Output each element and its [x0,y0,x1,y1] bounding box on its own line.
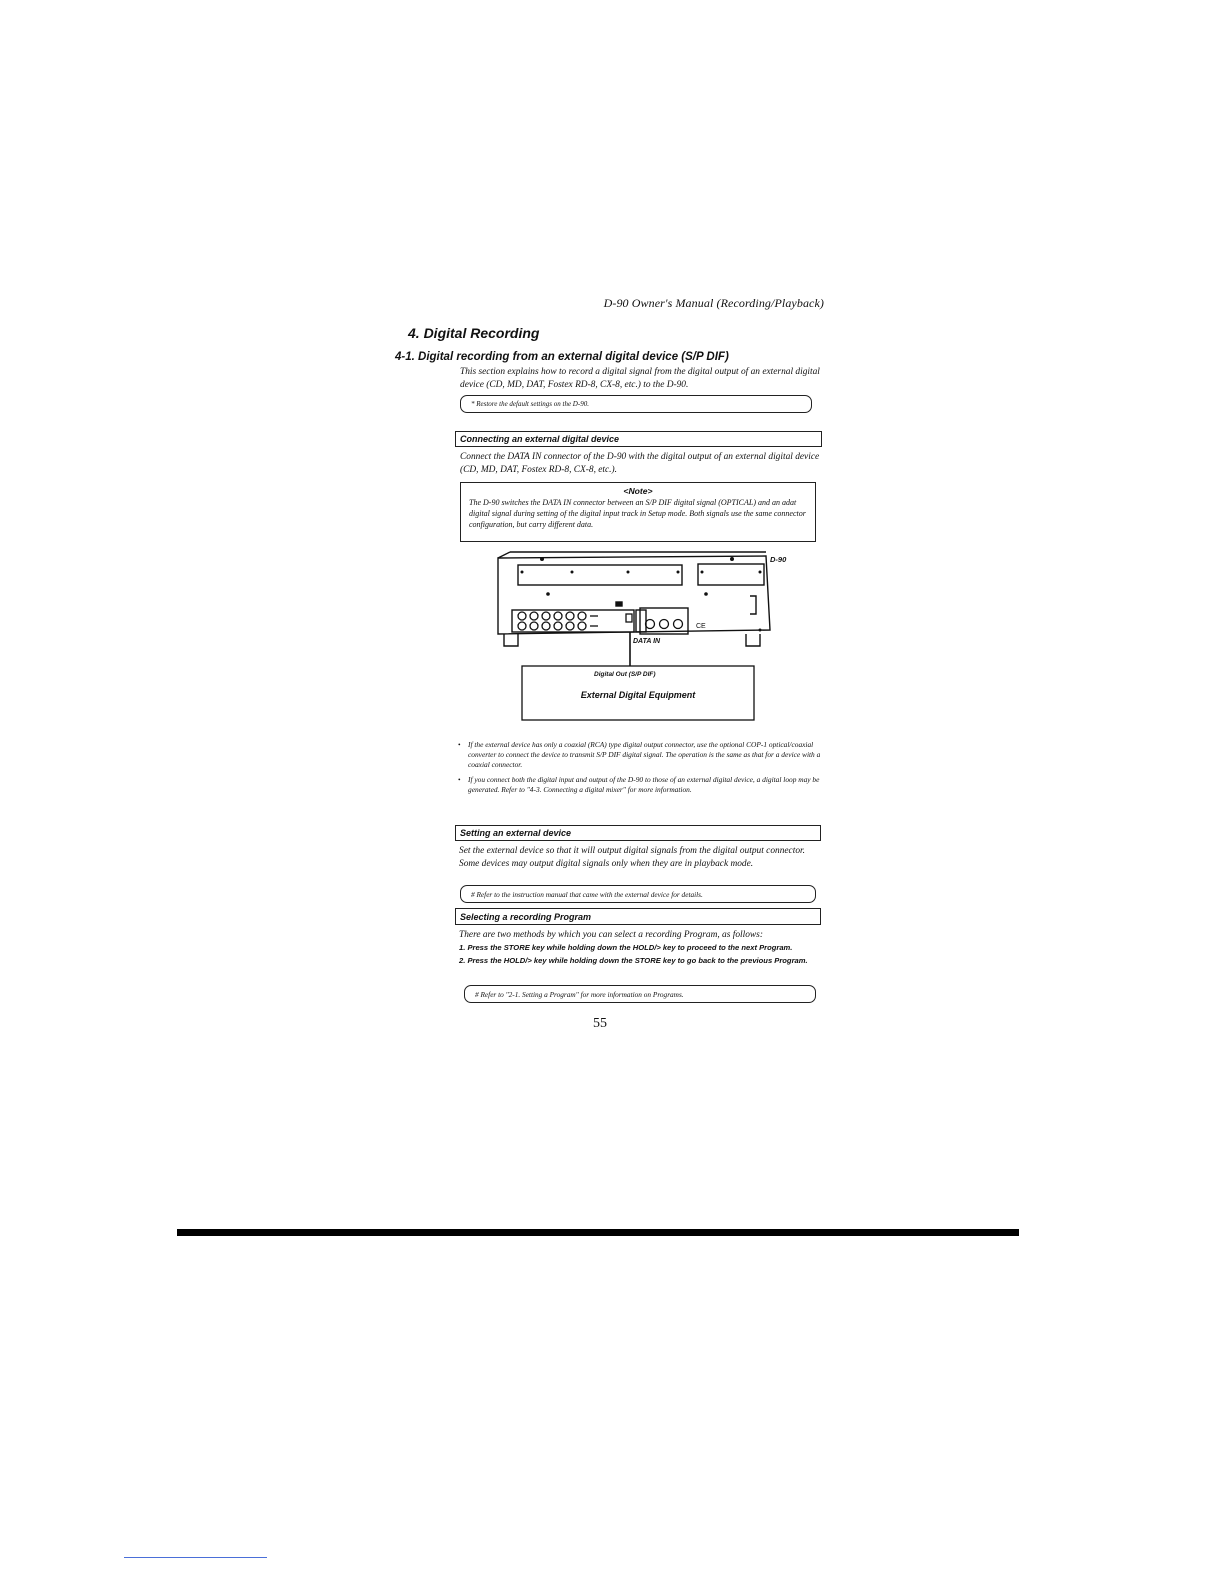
digital-out-label: Digital Out (S/P DIF) [594,671,656,678]
step-1: 1. Press the STORE key while holding down the HOLD/> key to proceed to the next Program. [459,943,793,952]
connecting-body: Connect the DATA IN connector of the D-90 with the digital output of an external digital device (CD, MD, DAT, Fostex RD-8, CX-8, etc.). [460,452,820,476]
bullet-list [458,740,822,800]
note-box [460,482,816,542]
bullet-digital-loop: • If you connect both the digital input and output of the D-90 to those of an external digital device, a digital loop may be generated. Refer to "4-3. Connecting a digital mixer" for more information. [458,775,822,795]
bullet-coaxial: • If the external device has only a coaxial (RCA) type digital output connector, use the optional COP-1 optical/coaxial converter to connect the device to transmit S/P DIF digital signal. The operation is the same as that for a device with a coaxial connector. [458,740,822,770]
footer-rule [177,1229,1019,1236]
device-label: D-90 [770,555,787,564]
setting-refer-note: # Refer to the instruction manual that came with the external device for details. [460,885,816,903]
heading-setting: Setting an external device [455,825,821,841]
subsection-title: 4-1. Digital recording from an external digital device (S/P DIF) [395,351,729,363]
note-title: <Note> [623,486,653,496]
step-2: 2. Press the HOLD/> key while holding down the STORE key to go back to the previous Program. [459,955,808,965]
intro-paragraph: This section explains how to record a digital signal from the digital output of an external digital device (CD, MD, DAT, Fostex RD-8, CX-8, etc.) to the D-90. [460,367,820,391]
ce-mark: CE [696,623,706,630]
setting-body: Set the external device so that it will output digital signals from the digital output connector. Some devices may output digital signals only when they are in playback mode. [459,846,805,870]
selecting-refer-note: # Refer to "2-1. Setting a Program" for more information on Programs. [464,985,816,1003]
selecting-steps [459,942,823,967]
running-header: D-90 Owner's Manual (Recording/Playback) [603,296,824,310]
connection-diagram [470,548,800,726]
restore-note: * Restore the default settings on the D-90. [460,395,812,413]
scan-artifact-line [124,1557,267,1558]
note-body: The D-90 switches the DATA IN connector between an S/P DIF digital signal (OPTICAL) and an adat digital signal during setting of the digital input track in Setup mode. Both signals use the same connector configuration, but carry different data. [469,498,806,529]
heading-selecting: Selecting a recording Program [455,908,821,925]
selecting-intro: There are two methods by which you can select a recording Program, as follows: [459,930,763,940]
section-title: 4. Digital Recording [408,325,540,341]
data-in-label: DATA IN [633,638,661,645]
external-equipment-label: External Digital Equipment [580,690,696,700]
heading-connecting: Connecting an external digital device [455,431,822,447]
page-number: 55 [593,1016,607,1031]
